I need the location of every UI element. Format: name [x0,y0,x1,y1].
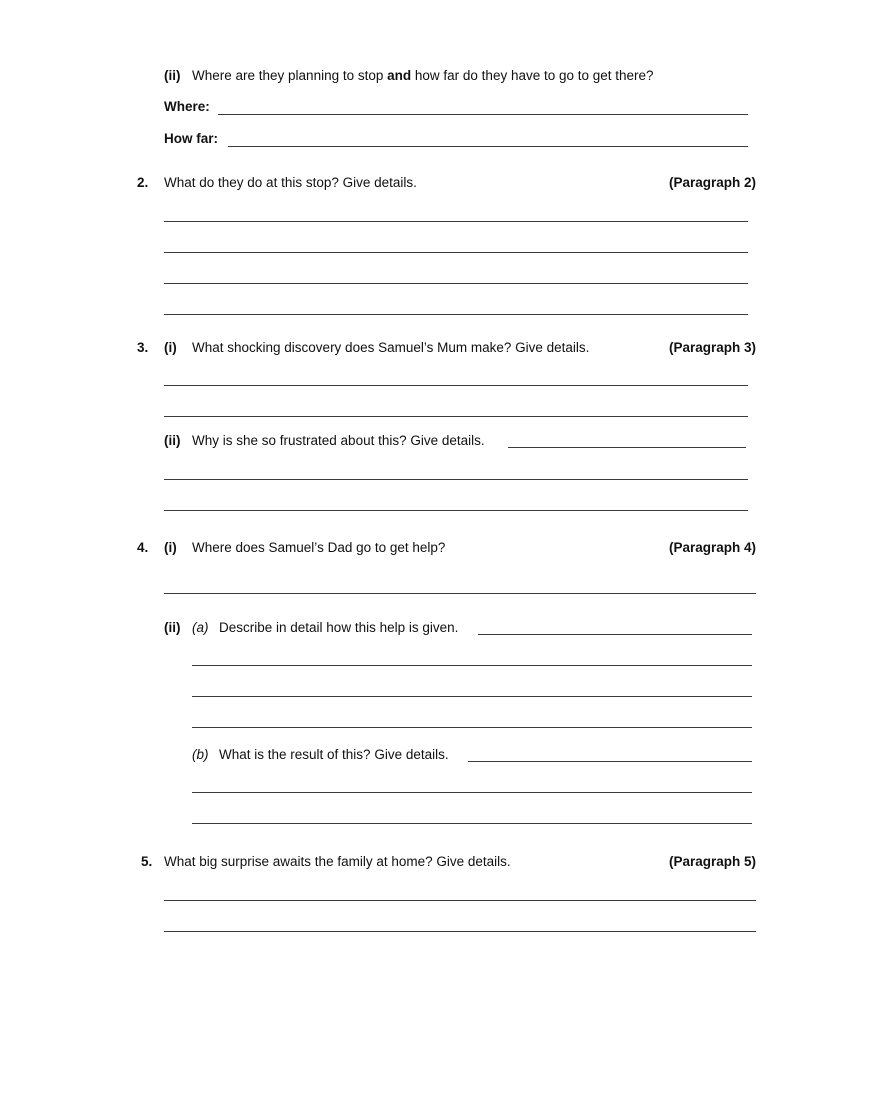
q4-part-i-number: (i) [164,540,177,555]
q3-part-i-answer-line-1[interactable] [164,385,748,386]
q2-answer-line-4[interactable] [164,314,748,315]
q4-sub-b-letter: (b) [192,747,209,762]
q4-sub-b-inline-answer-line[interactable] [468,761,752,762]
q4-sub-a-answer-line-2[interactable] [192,696,752,697]
q5-answer-line-1[interactable] [164,900,756,901]
q1-part-ii-text-after: how far do they have to go to get there? [411,68,654,83]
q4-sub-a-letter: (a) [192,620,209,635]
q4-sub-b-text: What is the result of this? Give details. [219,747,449,762]
q4-part-ii-number: (ii) [164,620,181,635]
q3-number: 3. [137,340,149,355]
q5-paragraph-ref: (Paragraph 5) [668,854,756,869]
where-label: Where: [164,99,210,114]
q2-question-text: What do they do at this stop? Give details. [164,175,417,190]
q4-part-i-answer-line[interactable] [164,593,756,594]
q4-paragraph-ref: (Paragraph 4) [668,540,756,555]
q4-sub-a-answer-line-1[interactable] [192,665,752,666]
q2-number: 2. [137,175,149,190]
q4-part-i-text: Where does Samuel’s Dad go to get help? [192,540,446,555]
q1-part-ii-text-before: Where are they planning to stop [192,68,388,83]
q4-sub-a-text: Describe in detail how this help is given. [219,620,459,635]
q3-part-i-answer-line-2[interactable] [164,416,748,417]
q3-part-i-number: (i) [164,340,177,355]
q3-part-ii-inline-answer-line[interactable] [508,447,746,448]
q3-part-ii-answer-line-1[interactable] [164,479,748,480]
q2-answer-line-1[interactable] [164,221,748,222]
q5-number: 5. [141,854,153,869]
how-far-answer-line[interactable] [228,146,748,147]
where-answer-line[interactable] [218,114,748,115]
how-far-label: How far: [164,131,218,146]
q5-answer-line-2[interactable] [164,931,756,932]
q4-number: 4. [137,540,149,555]
q3-part-ii-number: (ii) [164,433,181,448]
q3-part-i-text: What shocking discovery does Samuel’s Mum make? Give details. [192,340,590,355]
q2-answer-line-2[interactable] [164,252,748,253]
q4-sub-b-answer-line-2[interactable] [192,823,752,824]
q5-question-text: What big surprise awaits the family at home? Give details. [164,854,511,869]
q2-paragraph-ref: (Paragraph 2) [668,175,756,190]
q4-sub-a-inline-answer-line[interactable] [478,634,752,635]
q2-answer-line-3[interactable] [164,283,748,284]
q4-sub-b-answer-line-1[interactable] [192,792,752,793]
q1-part-ii-question [192,68,654,83]
q1-part-ii-bold-word: and [387,68,412,83]
q4-sub-a-answer-line-3[interactable] [192,727,752,728]
q3-part-ii-answer-line-2[interactable] [164,510,748,511]
q3-part-ii-text: Why is she so frustrated about this? Give details. [192,433,485,448]
q1-part-ii-number: (ii) [164,68,181,83]
q3-paragraph-ref: (Paragraph 3) [668,340,756,355]
